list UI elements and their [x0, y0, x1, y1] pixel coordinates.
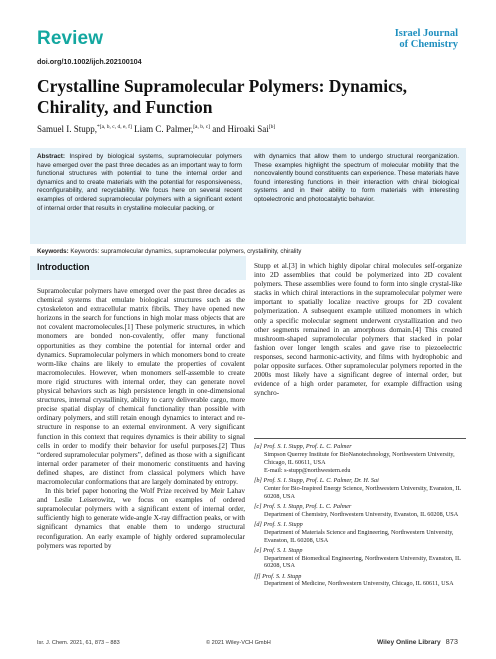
affiliation-item	[254, 547, 466, 571]
keywords-text: Keywords: supramolecular dynamics, supramolecular polymers, crystallinity, chirality	[68, 248, 302, 255]
abstract-box	[30, 148, 466, 244]
affiliation-item	[254, 521, 466, 545]
affiliation-item	[254, 573, 466, 589]
journal-name-line2: of Chemistry	[399, 39, 458, 50]
section-label: Review	[37, 28, 104, 49]
body-column-right	[254, 262, 462, 398]
journal-name-line1: Israel Journal	[394, 28, 458, 39]
footer-publisher	[377, 637, 458, 646]
author-name: and Hiroaki Sai	[210, 124, 269, 134]
affiliation-address: Department of Biomedical Engineering, Northwestern University, Evanston, IL 60208, USA	[264, 554, 461, 570]
author-list	[37, 124, 467, 134]
affiliations-block	[254, 438, 466, 591]
footer-citation: Isr. J. Chem. 2021, 61, 873 – 883	[37, 640, 120, 646]
affiliation-authors: [c] Prof. S. I. Stupp, Prof. L. C. Palmer	[254, 502, 352, 510]
section-heading-introduction: Introduction	[30, 256, 246, 280]
affiliation-item	[254, 503, 466, 519]
author-affiliation-mark: [b]	[268, 124, 276, 130]
affiliation-authors: [b] Prof. S. I. Stupp, Prof. L. C. Palmer, Dr. H. Sai	[254, 476, 379, 484]
body-paragraph: In this brief paper honoring the Wolf Prize received by Meir Lahav and Leslie Leiserowitz, we focus on examples of ordered supramolecular polymers with a significant extent of internal order, sufficiently high to generate wide-angle X-ray diffraction peaks, or with significant dynamics that enable them to undergo structural reconfiguration. An early example of highly ordered supramolecular polymers was reported by	[37, 487, 245, 550]
affiliation-authors: [a] Prof. S. I. Stupp, Prof. L. C. Palmer	[254, 443, 352, 450]
keywords-label: Keywords:	[37, 248, 69, 255]
author-name: Liam C. Palmer,	[131, 124, 194, 134]
abstract-label: Abstract:	[37, 153, 66, 160]
abstract-column-right: with dynamics that allow them to undergo structural reorganization. These examples highlight the spectrum of molecular mobility that the noncovalently bound constituents can experience. These materials have found interesting functions in their interaction with chiral biological systems and in their ability to form materials with interesting optoelectronic and photocatalytic behavior.	[254, 153, 459, 203]
footer-copyright: © 2021 Wiley-VCH GmbH	[206, 640, 271, 646]
affiliation-authors: [e] Prof. S. I. Stupp	[254, 546, 303, 554]
affiliation-authors: [f] Prof. S. I. Stupp	[254, 572, 302, 580]
affiliation-address: Simpson Querrey Institute for BioNanotechnology, Northwestern University, Chicago, IL 60611, USA	[264, 450, 455, 466]
author-affiliation-mark: *[a, b, c, d, e, f]	[97, 124, 132, 130]
affiliation-email[interactable]: E-mail: s-stupp@northwestern.edu	[264, 466, 351, 474]
affiliations-divider	[254, 438, 466, 439]
author-name: Samuel I. Stupp,	[37, 124, 97, 134]
body-paragraph: Stupp et al.[3] in which highly dipolar chiral molecules self-organize into 2D assemblies that could be polymerized into 2D covalent polymers. These assemblies were found to form into single crystal-like stacks in which chiral interactions in the supramolecular polymer were important to spatially localize reactive groups for 2D covalent polymerization. A subsequent example utilized monomers in which only a specific molecular segment underwent crystallization and two other segments remained in an amorphous domain.[4] This created mushroom-shaped supramolecular polymers that stacked in polar fashion over longer length scales and gave rise to piezoelectric responses, second harmonic-activity, and films with hydrophobic and polar opposite surfaces. Other supramolecular polymers reported in the 2000s most likely have a significant degree of internal order, but evidence of a high order parameter, for example diffraction using synchro-	[254, 262, 462, 398]
affiliation-authors: [d] Prof. S. I. Stupp	[254, 520, 303, 528]
journal-name[interactable]	[395, 28, 458, 50]
affiliation-address: Department of Chemistry, Northwestern University, Evanston, IL 60208, USA	[264, 510, 459, 518]
author-affiliation-mark: [a, b, c]	[193, 124, 211, 130]
body-paragraph: Supramolecular polymers have emerged over the past three decades as chemical systems that emulate biological structures such as the cytoskeleton and extracellular matrix fibrils. They have opened new horizons in the search for functions in high molar mass objects that are not covalent macromolecules.[1] These polymeric structures, in which monomers are bonded non-covalently, offer many functional opportunities as they combine the potential for internal order and dynamics. Supramolecular polymers in which monomers bond to create worm-like chains are likely to emulate the properties of covalent macromolecules. However, when monomers self-assemble to create more rigid structures with internal order, they can generate novel physical behaviors such as high persistence length in one-dimensional structures, internal crystallinity, ability to carry deliverable cargo, more precise spatial display of chemical functionality than possible with ordinary polymers, and still retain enough dynamics to interact and re-structure in response to an external environment. A very significant function in this context that requires dynamics is their ability to signal cells in order to modify their behavior for useful purposes.[2] Thus “ordered supramolecular polymers”, defined as those with a significant internal order parameter of their monomeric constituents and having defined shapes, are distinct from classical polymers which have macromolecular conformations that are largely dominated by entropy.	[37, 287, 245, 486]
abstract-text: Inspired by biological systems, supramolecular polymers have emerged over the past three decades as an important way to form functional structures with potential to tune the internal order and dynamics and to create materials with the potential for responsiveness, reconfigurability, and recyclability. We focus here on several recent examples of ordered supramolecular polymers with a significant extent of internal order that results in crystalline molecular packing, or	[37, 153, 242, 212]
affiliation-item	[254, 443, 466, 475]
affiliation-item	[254, 477, 466, 501]
doi-link[interactable]: doi.org/10.1002/ijch.202100104	[37, 57, 142, 66]
article-title: Crystalline Supramolecular Polymers: Dynamics, Chirality, and Function	[37, 76, 408, 117]
body-column-left	[37, 287, 245, 551]
affiliation-address: Center for Bio-Inspired Energy Science, Northwestern University, Evanston, IL 60208, USA	[264, 484, 462, 500]
keywords-line	[37, 248, 467, 255]
publisher-link[interactable]: Wiley Online Library	[376, 639, 441, 646]
affiliation-address: Department of Medicine, Northwestern University, Chicago, IL 60611, USA	[264, 580, 454, 588]
abstract-column-left	[37, 153, 242, 213]
affiliation-address: Department of Materials Science and Engineering, Northwestern University, Evanston, IL 60208, USA	[264, 528, 454, 544]
page-number: 873	[445, 637, 458, 646]
